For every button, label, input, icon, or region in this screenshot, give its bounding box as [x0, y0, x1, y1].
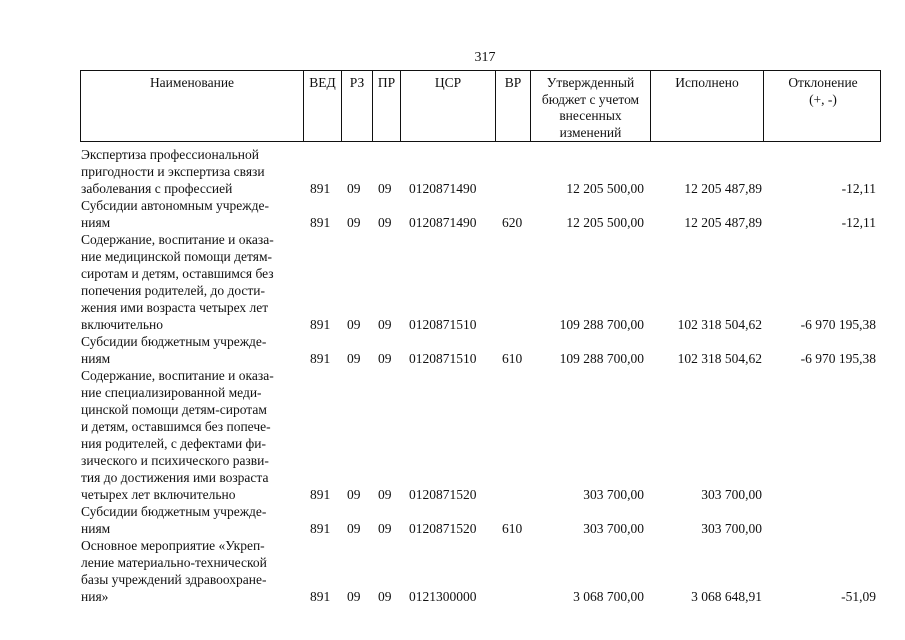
cell-csr: 0120871490 [409, 215, 477, 230]
header-deviation-line: (+, -) [809, 91, 837, 107]
cell-csr: 0120871490 [409, 181, 477, 196]
cell-pr: 09 [378, 487, 392, 502]
header-executed: Исполнено [650, 71, 763, 141]
row-name-line: попечения родителей, до дости- [81, 283, 266, 298]
cell-ved: 891 [310, 521, 331, 536]
header-budget-line: Утвержденный [546, 75, 635, 90]
header-vr: ВР [495, 71, 530, 141]
cell-csr: 0120871510 [409, 351, 477, 366]
cell-ved: 891 [310, 215, 331, 230]
cell-budget: 109 288 700,00 [559, 317, 644, 332]
row-name-line: ния» [81, 589, 109, 604]
header-deviation [763, 71, 882, 141]
cell-executed: 12 205 487,89 [684, 181, 762, 196]
header-csr: ЦСР [400, 71, 495, 141]
cell-executed: 102 318 504,62 [677, 317, 762, 332]
cell-budget: 12 205 500,00 [566, 215, 644, 230]
header-pr: ПР [372, 71, 400, 141]
cell-ved: 891 [310, 317, 331, 332]
row-name-line: ниям [81, 351, 111, 366]
row-name-line: ниям [81, 521, 111, 536]
row-name-line: Экспертиза профессиональной [81, 147, 259, 162]
row-name-line: базы учреждений здравоохране- [81, 572, 267, 587]
cell-rz: 09 [347, 215, 361, 230]
header-ved: ВЕД [303, 71, 341, 141]
cell-csr: 0120871520 [409, 487, 477, 502]
row-name-line: Субсидии бюджетным учрежде- [81, 334, 267, 349]
cell-budget: 109 288 700,00 [559, 351, 644, 366]
cell-pr: 09 [378, 521, 392, 536]
cell-budget: 12 205 500,00 [566, 181, 644, 196]
cell-pr: 09 [378, 589, 392, 604]
cell-ved: 891 [310, 351, 331, 366]
cell-ved: 891 [310, 181, 331, 196]
cell-rz: 09 [347, 487, 361, 502]
header-budget [530, 71, 650, 141]
cell-rz: 09 [347, 351, 361, 366]
header-name: Наименование [149, 75, 235, 90]
row-name-line: и детям, оставшимся без попече- [81, 419, 271, 434]
cell-budget: 303 700,00 [583, 521, 644, 536]
cell-csr: 0121300000 [409, 589, 477, 604]
cell-deviation: -6 970 195,38 [800, 351, 876, 366]
row-name-line: цинской помощи детям-сиротам [81, 402, 267, 417]
cell-deviation: -6 970 195,38 [800, 317, 876, 332]
cell-csr: 0120871520 [409, 521, 477, 536]
cell-vr: 610 [502, 351, 523, 366]
row-name-line: Основное мероприятие «Укреп- [81, 538, 265, 553]
header-deviation-line: Отклонение [788, 75, 858, 90]
cell-pr: 09 [378, 181, 392, 196]
cell-executed: 12 205 487,89 [684, 215, 762, 230]
cell-rz: 09 [347, 589, 361, 604]
cell-deviation: -12,11 [841, 215, 876, 230]
cell-vr: 620 [502, 215, 523, 230]
row-name-line: Содержание, воспитание и оказа- [81, 232, 274, 247]
cell-pr: 09 [378, 317, 392, 332]
cell-pr: 09 [378, 215, 392, 230]
cell-pr: 09 [378, 351, 392, 366]
row-name-line: тия до достижения ими возраста [81, 470, 269, 485]
cell-ved: 891 [310, 487, 331, 502]
row-name-line: ниям [81, 215, 111, 230]
cell-rz: 09 [347, 521, 361, 536]
cell-executed: 3 068 648,91 [691, 589, 762, 604]
row-name-line: четырех лет включительно [81, 487, 236, 502]
row-name-line: ние специализированной меди- [81, 385, 262, 400]
table-header [80, 70, 881, 142]
cell-executed: 303 700,00 [701, 521, 762, 536]
row-name-line: пригодности и экспертиза связи [81, 164, 265, 179]
header-budget-line: изменений [559, 124, 622, 140]
cell-csr: 0120871510 [409, 317, 477, 332]
cell-vr: 610 [502, 521, 523, 536]
cell-deviation: -12,11 [841, 181, 876, 196]
row-name-line: Субсидии автономным учрежде- [81, 198, 269, 213]
header-budget-line: бюджет с учетом [541, 91, 640, 107]
row-name-line: зического и психического разви- [81, 453, 269, 468]
row-name-line: ния родителей, с дефектами фи- [81, 436, 267, 451]
row-name-line: жения ими возраста четырех лет [81, 300, 269, 315]
row-name-line: заболевания с профессией [81, 181, 233, 196]
row-name-line: ние медицинской помощи детям- [81, 249, 272, 264]
cell-ved: 891 [310, 589, 331, 604]
cell-rz: 09 [347, 317, 361, 332]
header-budget-line: внесенных [559, 108, 622, 123]
cell-executed: 303 700,00 [701, 487, 762, 502]
cell-executed: 102 318 504,62 [677, 351, 762, 366]
row-name-line: Содержание, воспитание и оказа- [81, 368, 274, 383]
cell-rz: 09 [347, 181, 361, 196]
header-rz: РЗ [341, 71, 372, 141]
row-name-line: Субсидии бюджетным учрежде- [81, 504, 267, 519]
row-name-line: сиротам и детям, оставшимся без [81, 266, 274, 281]
cell-deviation: -51,09 [841, 589, 876, 604]
cell-budget: 303 700,00 [583, 487, 644, 502]
row-name-line: включительно [81, 317, 164, 332]
page-number: 317 [474, 50, 496, 65]
row-name-line: ление материально-технической [81, 555, 267, 570]
cell-budget: 3 068 700,00 [573, 589, 644, 604]
